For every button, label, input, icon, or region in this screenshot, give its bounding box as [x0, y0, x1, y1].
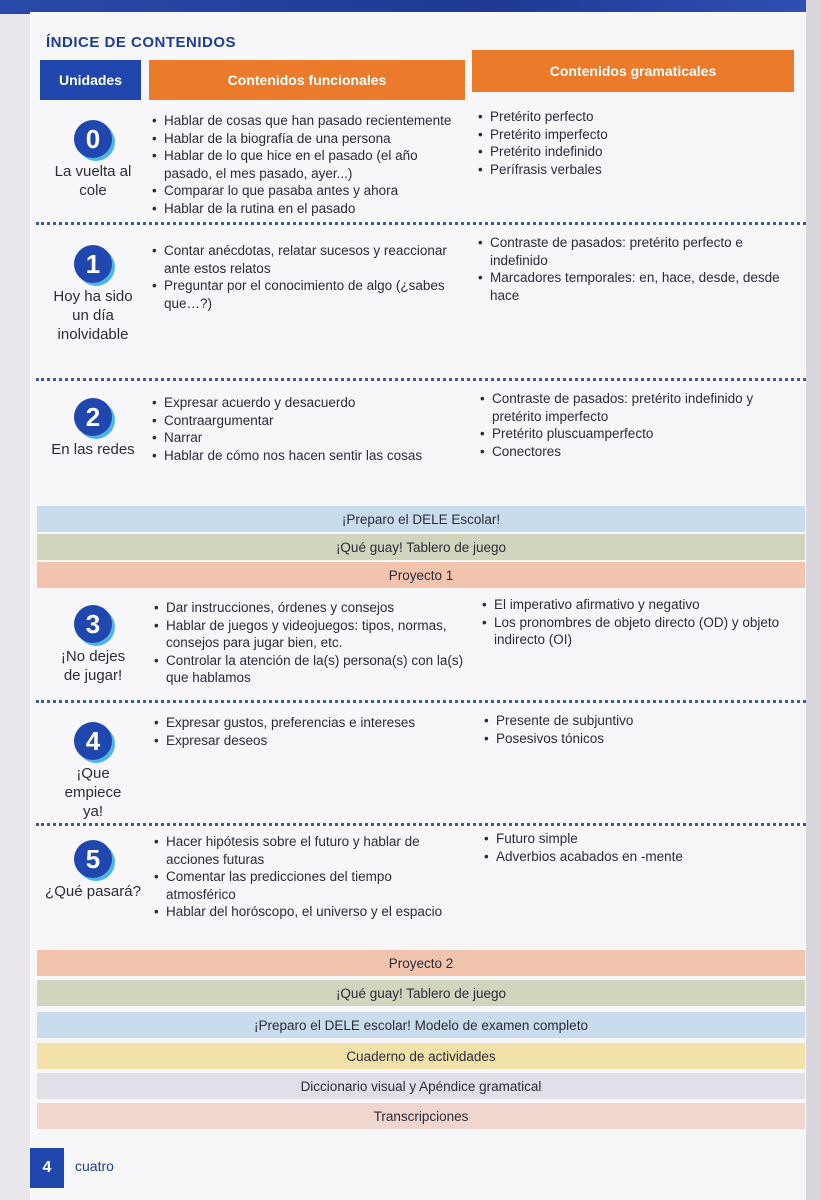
- unit-2-functional: [150, 394, 465, 464]
- band-dele: ¡Preparo el DELE Escolar!: [37, 506, 805, 532]
- list-item: • Perífrasis verbales: [476, 161, 794, 179]
- list-item: • Futuro simple: [482, 830, 796, 848]
- unit-5-label: [38, 840, 148, 901]
- unit-number-icon: 4: [74, 722, 112, 760]
- unit-number-icon: 5: [74, 840, 112, 878]
- divider: [36, 378, 806, 381]
- list-item: • Presente de subjuntivo: [482, 712, 796, 730]
- unit-0-grammatical: [476, 108, 794, 178]
- unit-5-functional: [152, 833, 464, 921]
- list-item: • Comparar lo que pasaba antes y ahora: [150, 182, 465, 200]
- divider: [36, 823, 806, 826]
- unit-3-functional: [152, 599, 464, 687]
- unit-name: La vuelta al cole: [54, 163, 132, 199]
- band-transcripciones: Transcripciones: [37, 1103, 805, 1129]
- list-item: • Contraste de pasados: pretérito perfecto e indefinido: [476, 234, 794, 269]
- list-item: • Hacer hipótesis sobre el futuro y hablar de acciones futuras: [152, 833, 464, 868]
- list-item: • Marcadores temporales: en, hace, desde, desde hace: [476, 269, 794, 304]
- list-item: • Pretérito imperfecto: [476, 126, 794, 144]
- header-grammatical: Contenidos gramaticales: [472, 50, 794, 92]
- unit-3-label: [38, 605, 148, 685]
- unit-number-icon: 2: [74, 398, 112, 436]
- list-item: • Contraargumentar: [150, 412, 465, 430]
- unit-2-label: [38, 398, 148, 459]
- unit-1-grammatical: [476, 234, 794, 304]
- band-diccionario: Diccionario visual y Apéndice gramatical: [37, 1073, 805, 1099]
- band-tablero: ¡Qué guay! Tablero de juego: [37, 534, 805, 560]
- unit-4-label: [38, 722, 148, 821]
- unit-name: ¡No dejes de jugar!: [60, 648, 126, 684]
- unit-name: ¿Qué pasará?: [45, 883, 141, 900]
- unit-1-functional: [150, 242, 465, 312]
- list-item: • Preguntar por el conocimiento de algo (¿sabes que…?): [150, 277, 465, 312]
- unit-5-grammatical: [482, 830, 796, 865]
- band-dele-modelo: ¡Preparo el DELE escolar! Modelo de examen completo: [37, 1012, 805, 1038]
- band-proyecto-1: Proyecto 1: [37, 562, 805, 588]
- unit-3-grammatical: [480, 596, 796, 649]
- list-item: • Conectores: [478, 443, 794, 461]
- list-item: • Expresar gustos, preferencias e intereses: [152, 714, 464, 732]
- list-item: • Pretérito perfecto: [476, 108, 794, 126]
- band-proyecto-2: Proyecto 2: [37, 950, 805, 976]
- unit-name: Hoy ha sido un día inolvidable: [53, 288, 133, 343]
- header-units: Unidades: [40, 60, 141, 100]
- divider: [36, 222, 806, 225]
- page-number-word: cuatro: [75, 1158, 114, 1174]
- unit-0-functional: [150, 112, 465, 217]
- list-item: • Expresar acuerdo y desacuerdo: [150, 394, 465, 412]
- list-item: • Hablar de cosas que han pasado recientemente: [150, 112, 465, 130]
- unit-4-grammatical: [482, 712, 796, 747]
- list-item: • Hablar de la rutina en el pasado: [150, 200, 465, 218]
- unit-0-label: [38, 120, 148, 200]
- unit-name: En las redes: [51, 441, 135, 458]
- list-item: • Controlar la atención de la(s) persona(s) con la(s) que hablamos: [152, 652, 464, 687]
- list-item: • Hablar de juegos y videojuegos: tipos, normas, consejos para jugar bien, etc.: [152, 617, 464, 652]
- list-item: • Hablar de cómo nos hacen sentir las cosas: [150, 447, 465, 465]
- unit-1-label: [38, 245, 148, 344]
- list-item: • Los pronombres de objeto directo (OD) y objeto indirecto (OI): [480, 614, 796, 649]
- list-item: • Pretérito pluscuamperfecto: [478, 425, 794, 443]
- unit-number-icon: 0: [74, 120, 112, 158]
- list-item: • Posesivos tónicos: [482, 730, 796, 748]
- page-title: ÍNDICE DE CONTENIDOS: [46, 34, 237, 51]
- list-item: • Hablar del horóscopo, el universo y el espacio: [152, 903, 464, 921]
- list-item: • Contar anécdotas, relatar sucesos y reaccionar ante estos relatos: [150, 242, 465, 277]
- list-item: • Hablar de la biografía de una persona: [150, 130, 465, 148]
- unit-4-functional: [152, 714, 464, 749]
- unit-2-grammatical: [478, 390, 794, 460]
- header-functional: Contenidos funcionales: [149, 60, 465, 100]
- unit-number-icon: 1: [74, 245, 112, 283]
- unit-name: ¡Que empiece ya!: [64, 765, 122, 820]
- unit-number-icon: 3: [74, 605, 112, 643]
- divider: [36, 700, 806, 703]
- band-cuaderno: Cuaderno de actividades: [37, 1043, 805, 1069]
- list-item: • Expresar deseos: [152, 732, 464, 750]
- list-item: • Dar instrucciones, órdenes y consejos: [152, 599, 464, 617]
- list-item: • Comentar las predicciones del tiempo atmosférico: [152, 868, 464, 903]
- page-edge: [806, 0, 821, 1200]
- list-item: • Narrar: [150, 429, 465, 447]
- page-number: 4: [30, 1148, 64, 1188]
- band-tablero: ¡Qué guay! Tablero de juego: [37, 980, 805, 1006]
- list-item: • Contraste de pasados: pretérito indefinido y pretérito imperfecto: [478, 390, 794, 425]
- list-item: • Pretérito indefinido: [476, 143, 794, 161]
- list-item: • Adverbios acabados en -mente: [482, 848, 796, 866]
- list-item: • El imperativo afirmativo y negativo: [480, 596, 796, 614]
- list-item: • Hablar de lo que hice en el pasado (el año pasado, el mes pasado, ayer...): [150, 147, 465, 182]
